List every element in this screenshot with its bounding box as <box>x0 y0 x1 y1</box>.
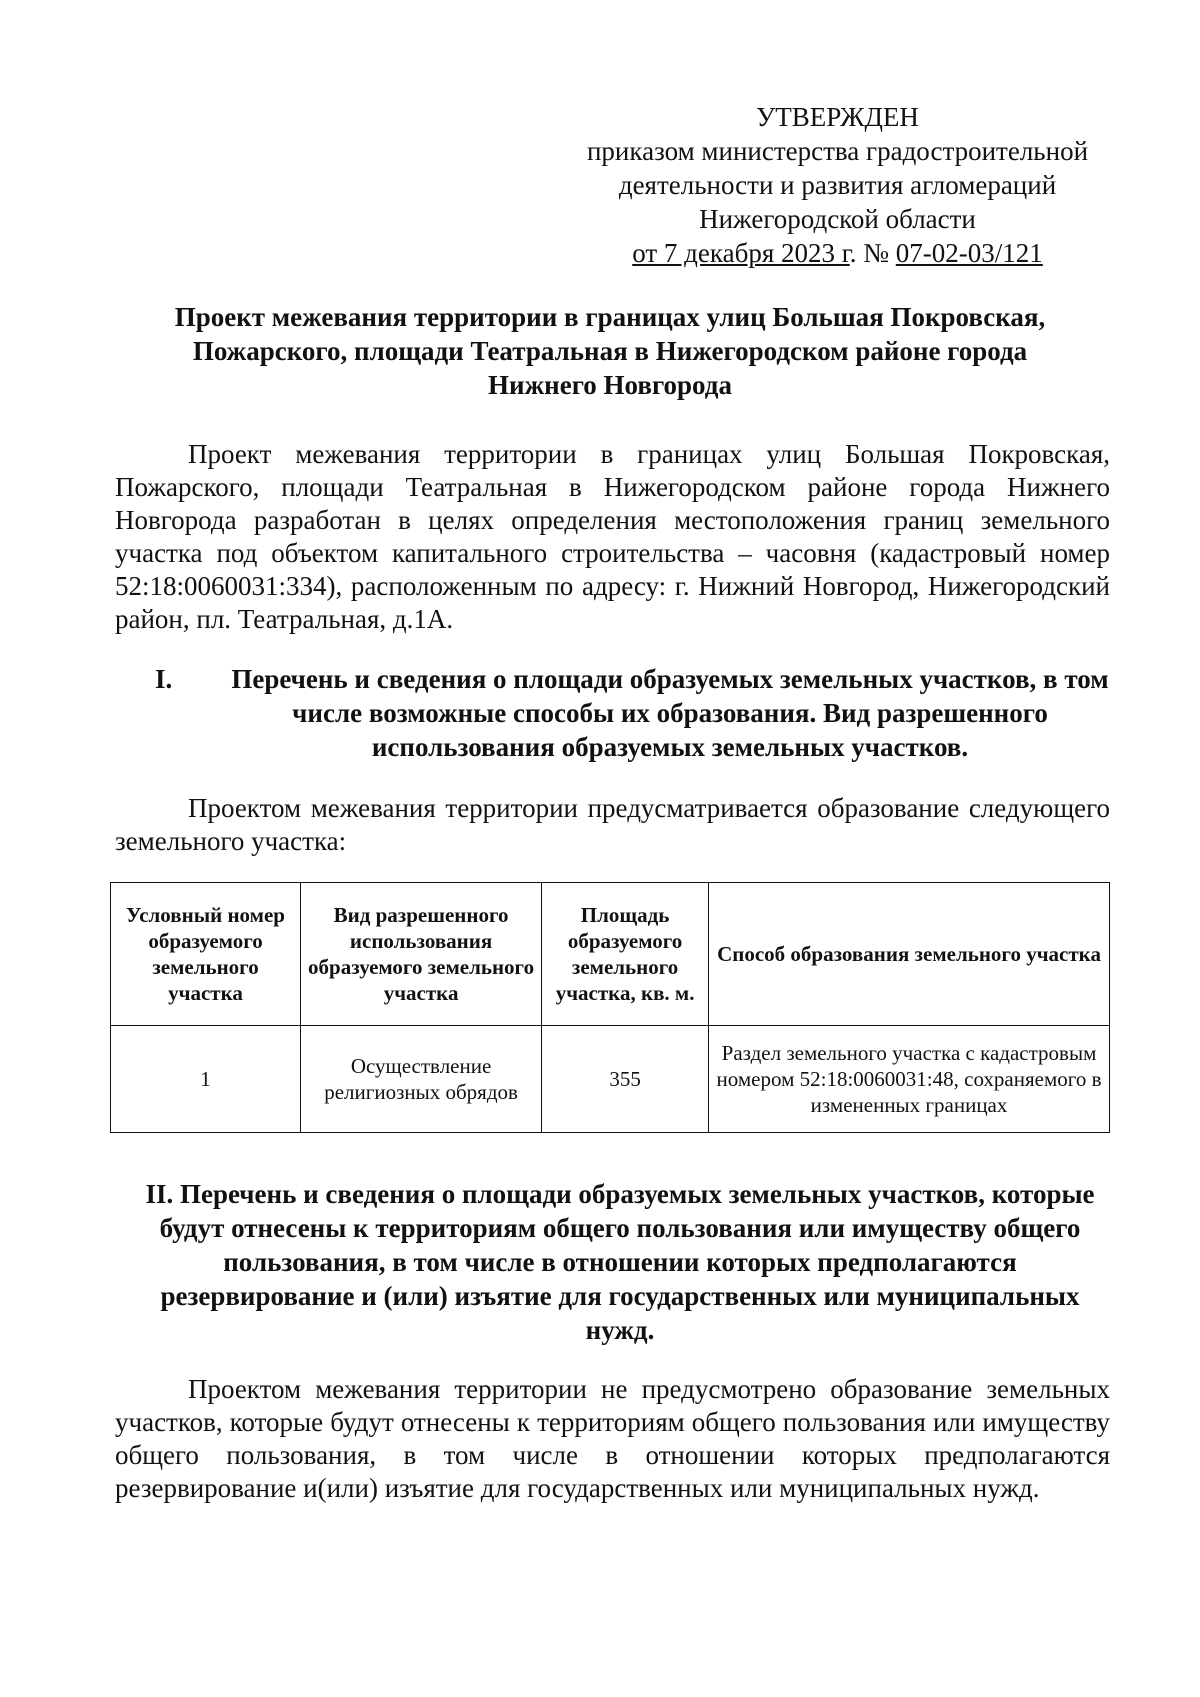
title-line-3: Нижнего Новгорода <box>488 370 732 400</box>
header-formation-method: Способ образования земельного участка <box>709 883 1110 1026</box>
section1-paragraph <box>115 792 1110 858</box>
approval-dot: . <box>849 238 857 268</box>
header-area: Площадь образуемого земельного участка, кв. м. <box>542 883 709 1026</box>
cell-permitted-use: Осуществление религиозных обрядов <box>301 1026 542 1133</box>
title-line-1: Проект межевания территории в границах улиц Большая Покровская, <box>174 302 1046 332</box>
section2-title: II. Перечень и сведения о площади образуемых земельных участков, которые будут отнесены к территориям общего пользования или имуществу общего пользования, в том числе в отношении которых предполагаются резервирование и (или) изъятие для государственных или муниципальных нужд. <box>145 1179 1095 1345</box>
intro-paragraph-text: Проект межевания территории в границах улиц Большая Покровская, Пожарского, площади Театральная в Нижегородском районе города Нижнего Новгорода разработан в целях определения местоположения границ земельного участка под объектом капитального строительства – часовня (кадастровый номер 52:18:0060031:334), расположенным по адресу: г. Нижний Новгород, Нижегородский район, пл. Театральная, д.1А. <box>115 439 1110 634</box>
approval-heading: УТВЕРЖДЕН <box>756 102 919 132</box>
document-title <box>110 300 1110 402</box>
approval-number: 07-02-03/121 <box>895 238 1043 268</box>
land-plot-table <box>110 882 1110 1133</box>
approval-line-1: приказом министерства градостроительной <box>586 136 1089 166</box>
section2-paragraph <box>115 1373 1110 1505</box>
cell-area: 355 <box>542 1026 709 1133</box>
section1-title: Перечень и сведения о площади образуемых земельных участков, в том числе возможные способы их образования. Вид разрешенного использования образуемых земельных участков. <box>231 664 1109 762</box>
section1-paragraph-text: Проектом межевания территории предусматривается образование следующего земельного участка: <box>115 793 1110 856</box>
section2-paragraph-text: Проектом межевания территории не предусмотрено образование земельных участков, которые будут отнесены к территориям общего пользования или имуществу общего пользования, в том числе в отношении которых предполагаются резервирование и(или) изъятие для государственных или муниципальных нужд. <box>115 1374 1110 1503</box>
header-plot-number: Условный номер образуемого земельного участка <box>111 883 301 1026</box>
approval-block <box>560 100 1115 270</box>
approval-date-line <box>560 236 1115 270</box>
table-header-row <box>111 883 1110 1026</box>
intro-paragraph <box>115 438 1110 636</box>
cell-formation-method: Раздел земельного участка с кадастровым номером 52:18:0060031:48, сохраняемого в измененных границах <box>709 1026 1110 1133</box>
table-row <box>111 1026 1110 1133</box>
approval-date: от 7 декабря 2023 г <box>632 238 850 268</box>
section1-number: I. <box>155 664 173 694</box>
header-permitted-use: Вид разрешенного использования образуемого земельного участка <box>301 883 542 1026</box>
approval-line-3: Нижегородской области <box>699 204 976 234</box>
approval-number-prefix: № <box>856 238 896 268</box>
approval-line-2: деятельности и развития агломераций <box>618 170 1057 200</box>
title-line-2: Пожарского, площади Театральная в Нижегородском районе города <box>192 336 1028 366</box>
cell-plot-number: 1 <box>111 1026 301 1133</box>
